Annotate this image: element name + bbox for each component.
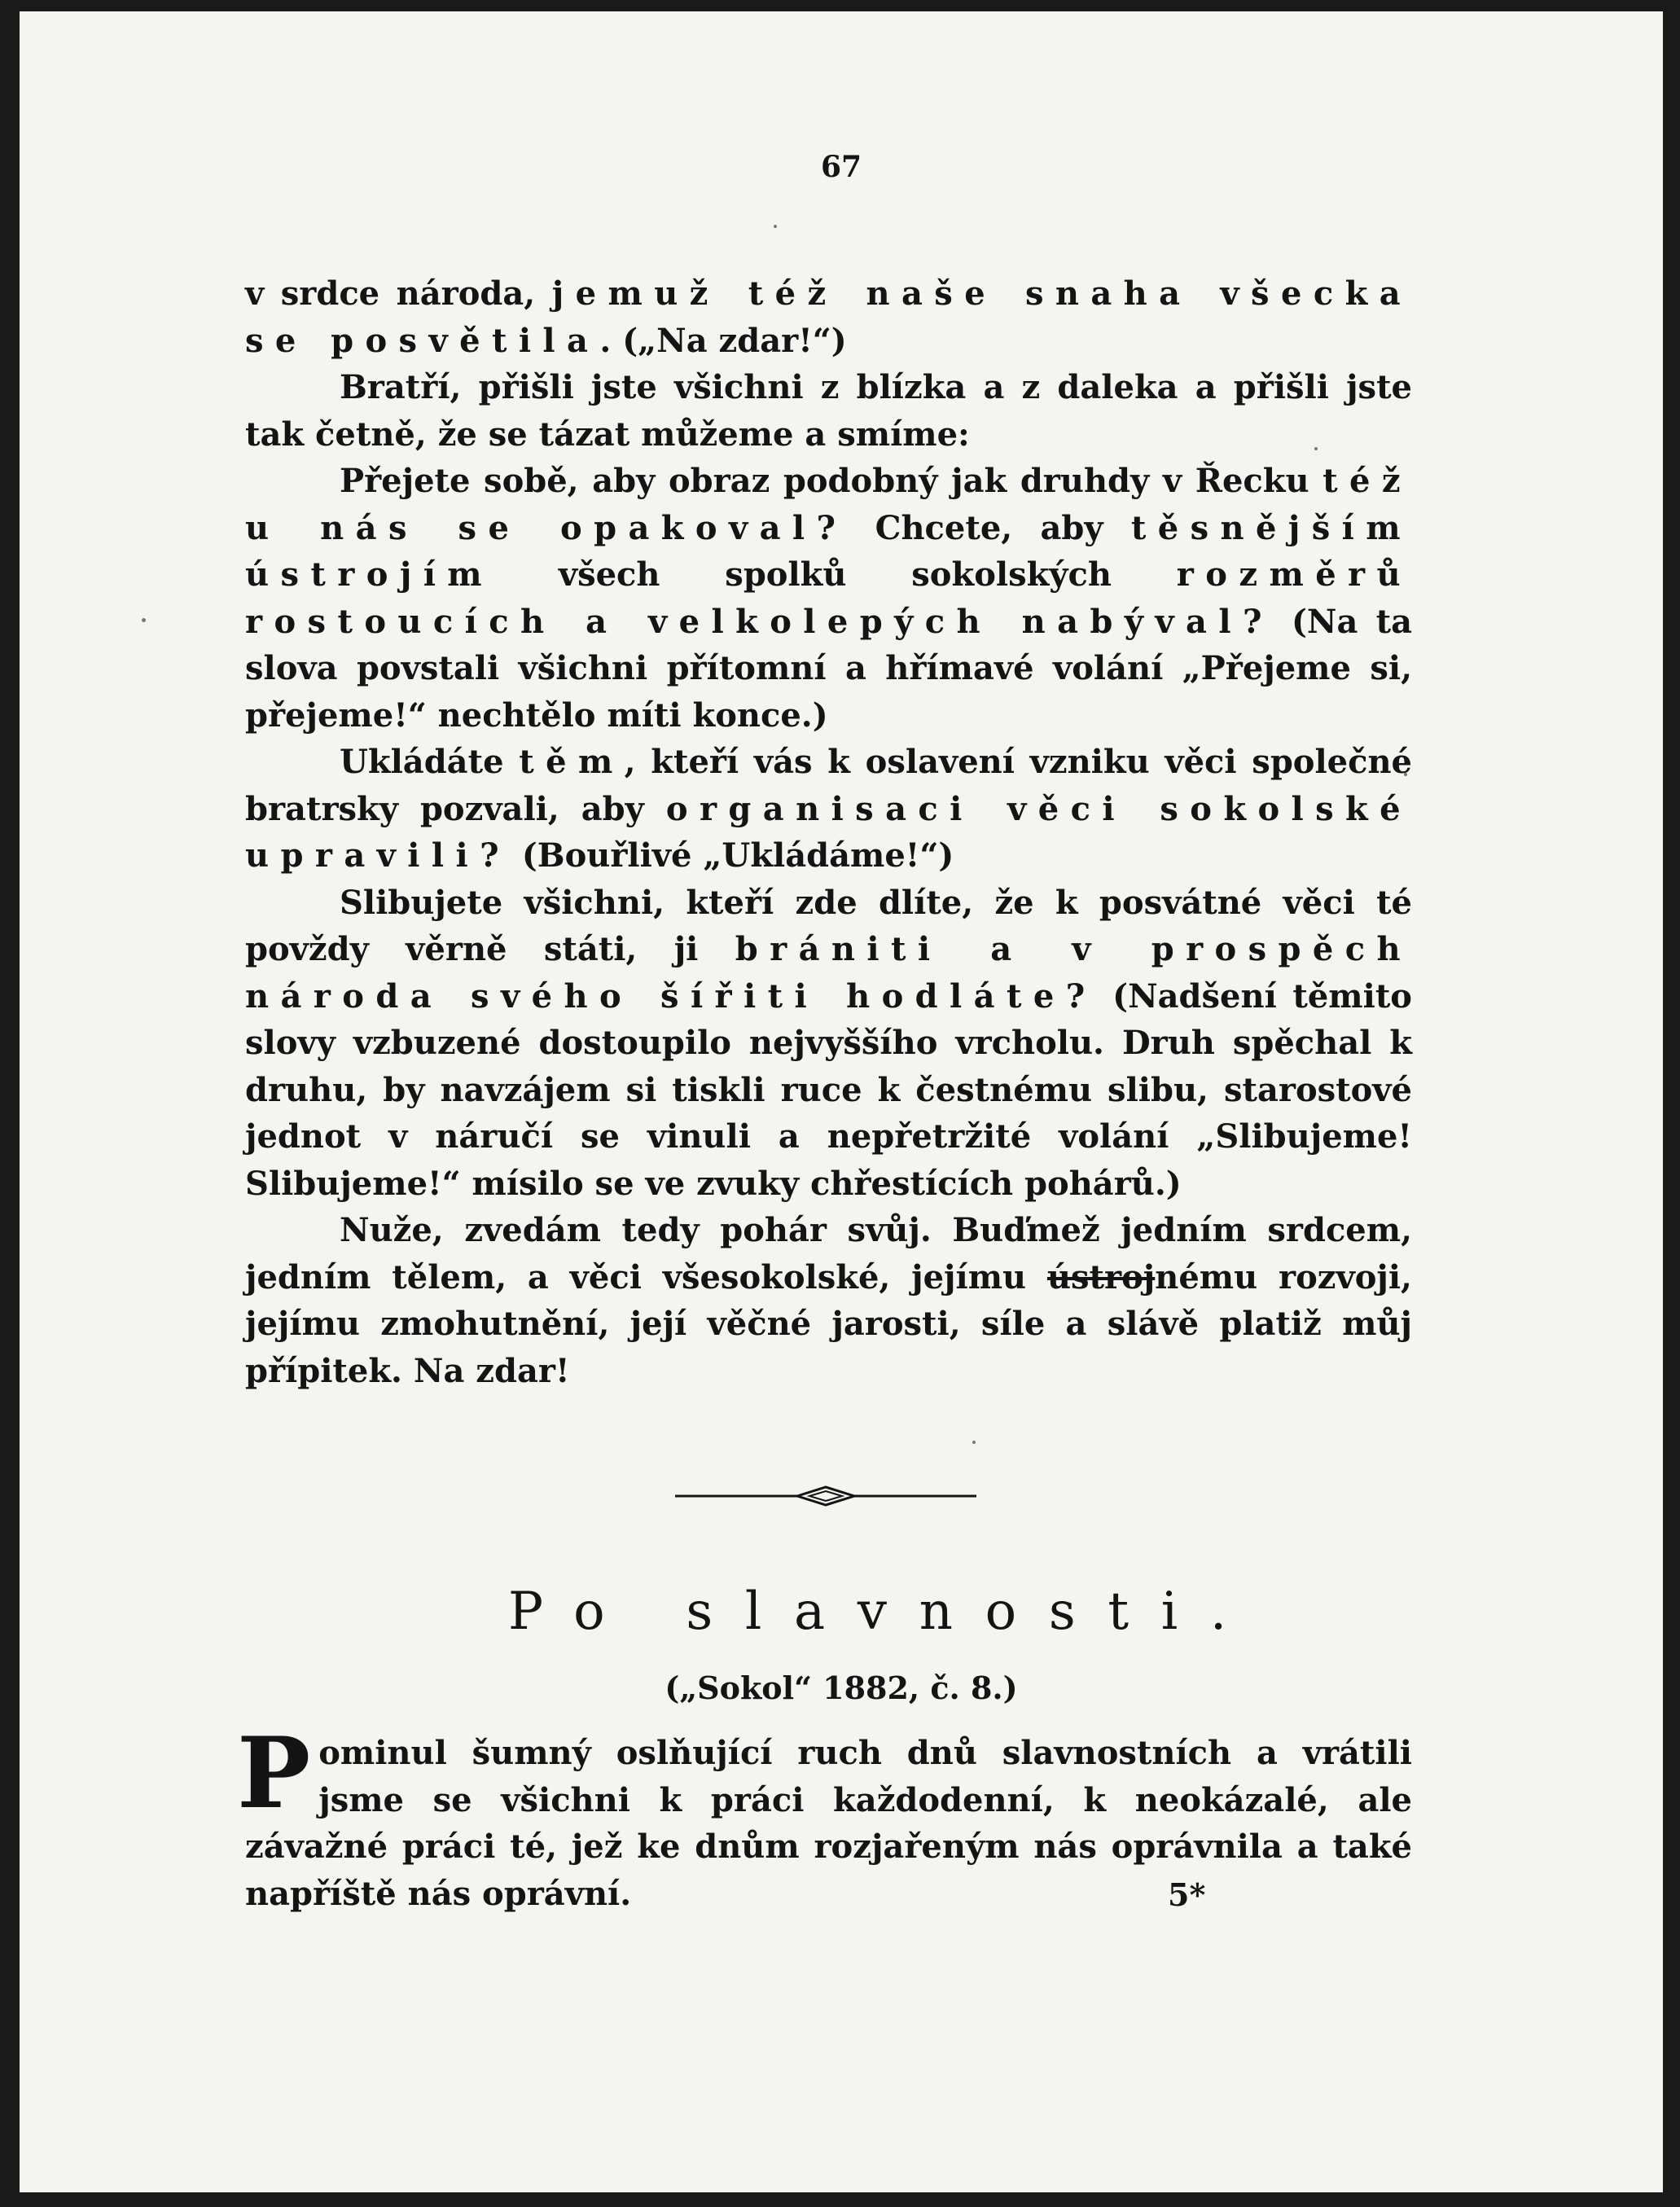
paragraph <box>245 1207 1412 1394</box>
text-run: všech spolků sokolských <box>493 555 1177 594</box>
paper-speck <box>774 225 777 228</box>
spaced-emphasis: organisaci věci sokolské upravili? <box>245 789 1413 875</box>
paragraph <box>245 458 1412 739</box>
spaced-emphasis: těm <box>519 743 625 781</box>
text-run: nému rozvoji, jejímu zmohutnění, její věčné jarosti, síle a slávě platiž můj přípitek. Na zdar! <box>245 1257 1412 1390</box>
text-run: Nuže, zvedám tedy pohár svůj. Buďmež jedním srdcem, jedním tělem, a věci všesokolské, jejímu <box>245 1211 1412 1297</box>
spaced-emphasis: rozměrů rostoucích a velkolepých nabýval? <box>245 555 1412 641</box>
paper-speck <box>142 618 146 622</box>
text-run: Přejete sobě, aby obraz podobný jak druhdy v Řecku <box>340 462 1323 500</box>
spaced-emphasis: jemuž též naše snaha všecka se posvětila <box>245 274 1413 360</box>
text-run: . („Na zdar!“) <box>599 321 847 360</box>
section-body <box>237 1716 1412 1917</box>
text-run: Chcete, aby <box>847 508 1131 547</box>
printer-signature-mark: 5* <box>1168 1876 1206 1913</box>
text-run: (Nadšení těmito slovy vzbuzené dostoupilo nejvyššího vrcholu. Druh spěchal k druhu, by navzájem si tiskli ruce k čestnému slibu, starostové jednot v náručí se vinuli a nepřetržité volání „Slibujeme! Slibujeme!“ mísilo se ve zvuky chřestících pohárů.) <box>245 976 1412 1203</box>
book-page <box>20 11 1663 2192</box>
struck-text: ústroj <box>1046 1257 1156 1297</box>
paragraph <box>245 739 1412 880</box>
spaced-emphasis: též u nás se opakoval? <box>245 462 1412 547</box>
spaced-emphasis: brániti a v prospěch národa svého šířiti hodláte? <box>245 930 1413 1016</box>
section-title: Po slavnosti. <box>508 1582 1259 1642</box>
text-run: , kteří vás k oslavení vzniku věci společné bratrsky pozvali, aby <box>245 743 1412 828</box>
paragraph: Bratří, přišli jste všichni z blízka a z daleka a přišli jste tak četně, že se tázat můžeme a smíme: <box>245 368 1412 454</box>
paragraph: ominul šumný oslňující ruch dnů slavnostních a vrátili jsme se všichni k práci každodenní, k neokázalé, ale závažné práci té, jež ke dnům rozjařeným nás oprávnila a také napříště nás oprávní. <box>245 1734 1412 1913</box>
spaced-emphasis: těsnějším ústrojím <box>245 508 1412 594</box>
section-divider-ornament <box>675 1485 976 1507</box>
paragraph <box>245 270 1412 364</box>
drop-cap: P <box>237 1716 311 1831</box>
text-run: (Na ta slova povstali všichni přítomní a hřímavé volání „Přejeme si, přejeme!“ nechtělo míti konce.) <box>245 602 1412 735</box>
text-run: v srdce národa, <box>245 274 552 313</box>
text-run: (Bouřlivé „Ukládáme!“) <box>510 836 954 875</box>
paper-speck <box>972 1441 976 1444</box>
speech-text <box>245 270 1412 1394</box>
section-source: („Sokol“ 1882, č. 8.) <box>665 1670 1018 1706</box>
paragraph <box>245 880 1412 1208</box>
text-run: Slibujete všichni, kteří zde dlíte, že k posvátné věci té povždy věrně státi, ji <box>245 883 1412 968</box>
text-run: Ukládáte <box>340 743 520 781</box>
page-number: 67 <box>820 150 862 184</box>
